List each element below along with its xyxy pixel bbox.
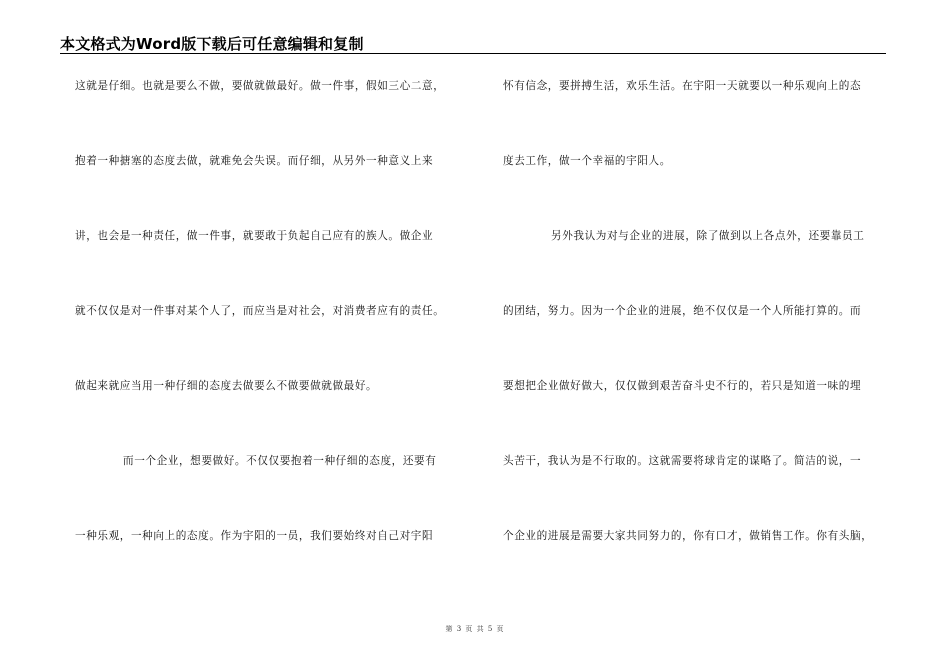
document-header-title: 本文格式为Word版下载后可任意编辑和复制 <box>60 35 364 53</box>
text-line: 讲，也会是一种责任，做一件事，就要敢于负起自己应有的族人。做企业 <box>75 230 434 242</box>
header-rule <box>60 53 886 54</box>
text-line: 做起来就应当用一种仔细的态度去做要么不做要做就做最好。 <box>75 380 378 392</box>
text-line-indented: 而一个企业，想要做好。不仅仅要抱着一种仔细的态度，还要有 <box>123 455 437 467</box>
text-line: 怀有信念，要拼搏生活，欢乐生活。在宇阳一天就要以一种乐观向上的态 <box>503 80 862 92</box>
text-line: 抱着一种搪塞的态度去做，就难免会失误。而仔细，从另外一种意义上来 <box>75 155 434 167</box>
text-line: 这就是仔细。也就是要么不做，要做就做最好。做一件事，假如三心二意， <box>75 80 445 92</box>
text-line: 度去工作，做一个幸福的宇阳人。 <box>503 155 671 167</box>
text-line: 一种乐观，一种向上的态度。作为宇阳的一员，我们要始终对自己对宇阳 <box>75 530 434 542</box>
text-line: 要想把企业做好做大，仅仅做到艰苦奋斗史不行的，若只是知道一味的埋 <box>503 380 862 392</box>
text-line: 就不仅仅是对一件事对某个人了，而应当是对社会，对消费者应有的责任。 <box>75 305 445 317</box>
text-line: 个企业的进展是需要大家共同努力的，你有口才，做销售工作。你有头脑， <box>503 530 873 542</box>
page-number: 第 3 页 共 5 页 <box>445 625 505 633</box>
text-line: 头苦干，我认为是不行取的。这就需要将球肯定的谋略了。简洁的说，一 <box>503 455 862 467</box>
text-line-indented: 另外我认为对与企业的进展，除了做到以上各点外，还要靠员工 <box>551 230 865 242</box>
text-line: 的团结，努力。因为一个企业的进展，绝不仅仅是一个人所能打算的。而 <box>503 305 862 317</box>
